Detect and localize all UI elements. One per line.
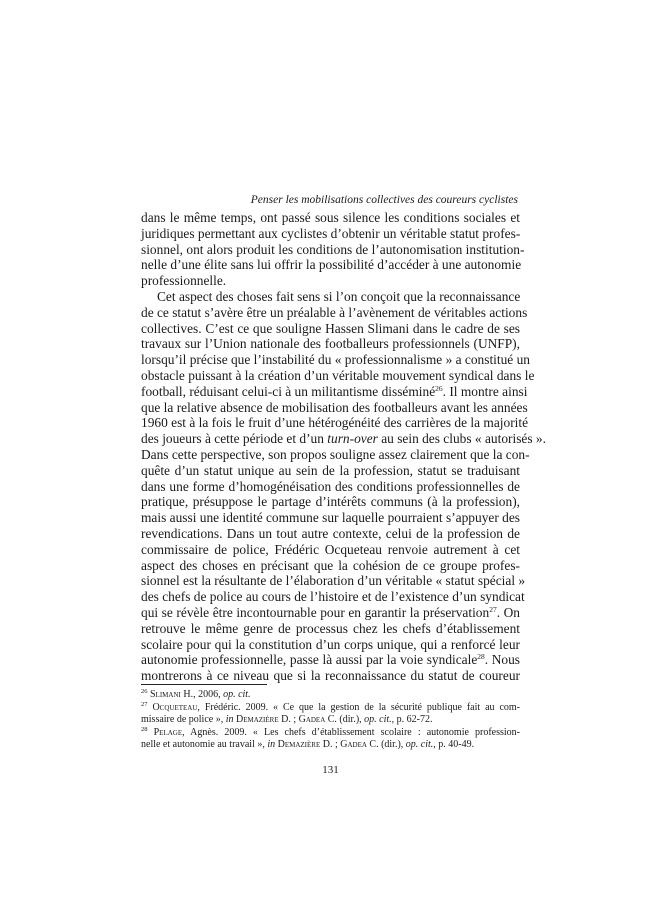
text-run: Dans cette perspective, son propos souligne assez clairement que la con- — [141, 446, 530, 462]
body-line — [141, 446, 530, 463]
text-run: , p. 40-49. — [433, 739, 475, 751]
body-line — [141, 383, 528, 400]
text-run: nelle et autonomie au travail », — [141, 739, 268, 751]
body-line — [141, 479, 520, 495]
body-line — [141, 589, 525, 605]
text-run: des chefs de police au cours de l’histoire et de l’existence d’un syndicat — [141, 589, 525, 605]
body-line — [141, 399, 528, 416]
footnote-separator — [141, 684, 267, 685]
text-run: travaux sur l’Union nationale des footballeurs professionnels (UNFP), — [141, 336, 520, 352]
footnote-line — [141, 702, 520, 715]
text-run: mais aussi une identité commune sur laquelle pourraient s’appuyer des — [141, 510, 520, 526]
text-run: montrerons à ce niveau que si la reconnaissance du statut de coureur — [141, 668, 520, 684]
body-line — [141, 352, 530, 368]
text-run: H., 2006, — [180, 689, 224, 700]
body-line — [141, 542, 520, 558]
text-run: que la relative absence de mobilisation des footballeurs avant les années — [141, 399, 528, 415]
text-run: lorsqu’il précise que l’instabilité du « professionnalisme » a constitué un — [141, 352, 530, 368]
text-run: missaire de police », — [141, 714, 226, 726]
text-run: obstacle puissant à la création d’un véritable mouvement syndical dans le — [141, 367, 535, 383]
text-run: C. (dir.), — [366, 739, 406, 751]
body-line — [141, 510, 520, 526]
text-run: . Il montre ainsi — [442, 383, 528, 399]
footnotes — [141, 689, 520, 752]
footnote-line — [141, 714, 520, 727]
body-line — [141, 637, 520, 653]
text-run: Gadea — [298, 714, 326, 726]
body-line — [141, 321, 520, 337]
body-line — [141, 367, 535, 384]
text-run: qui se révèle être incontournable pour en garantir la préservation — [141, 604, 490, 620]
footnote-line — [141, 739, 520, 752]
text-run: Pelage — [153, 726, 183, 738]
text-run: commissaire de police, Frédéric Ocqueteau renvoie autrement à cet — [141, 541, 520, 557]
body-line — [141, 304, 528, 321]
text-run: sionnel est la résultante de l’élaboration d’un véritable « statut spécial » — [141, 573, 526, 589]
body-line — [141, 605, 520, 621]
footnote-ref: 27 — [141, 700, 148, 708]
text-run: Slimani — [150, 689, 181, 700]
body-line — [141, 463, 520, 479]
text-run: op. cit. — [364, 714, 392, 726]
body-line — [141, 289, 520, 305]
text-run: nelle d’une élite sans lui offrir la possibilité d’accéder à une autonomie — [141, 257, 522, 273]
body-line — [141, 573, 526, 589]
text-run: dans une forme d’homogénéisation des conditions professionnelles de — [141, 478, 520, 494]
text-run: sionnel, ont alors produit les conditions de l’autonomisation institution- — [141, 241, 525, 257]
page-number: 131 — [322, 764, 339, 776]
body-line — [141, 621, 520, 637]
text-run: , Frédéric. 2009. « Ce que la gestion de la sécurité publique fait au com- — [197, 701, 520, 713]
text-run: in — [225, 714, 234, 726]
text-run: revendications. Dans un tout autre contexte, celui de la profession de — [141, 525, 520, 541]
footnote-ref: 28 — [477, 652, 485, 662]
text-run: des joueurs à cette période et d’un — [141, 431, 328, 447]
body-line — [141, 526, 520, 542]
text-run: op. cit. — [405, 739, 434, 751]
body-line — [141, 336, 520, 352]
body-line — [141, 210, 520, 226]
text-run: , p. 62-72. — [391, 714, 433, 726]
text-run: , Agnès. 2009. « Les chefs d’établissement scolaire : autonomie profession- — [182, 726, 521, 738]
body-text — [141, 210, 546, 684]
text-run: D. ; — [320, 739, 341, 751]
body-line — [141, 226, 520, 242]
text-run: quête d’un statut unique au sein de la profession, statut se traduisant — [141, 462, 520, 478]
body-line — [141, 494, 520, 510]
text-run: 1960 est à la fois le fruit d’une hétérogénéité des carrières de la majorité — [141, 415, 529, 431]
body-line — [141, 273, 520, 289]
body-line — [141, 558, 520, 574]
text-run: Cet aspect des choses fait sens si l’on conçoit que la reconnaissance — [157, 288, 521, 304]
text-run: op. cit. — [223, 689, 251, 700]
footnote-ref: 28 — [141, 725, 148, 733]
text-run: . On — [496, 604, 520, 620]
body-line — [141, 257, 520, 273]
body-line — [141, 241, 525, 258]
text-run: C. (dir.), — [325, 714, 365, 726]
text-run: aspect des choses en précisant que la cohésion de ce groupe profes- — [141, 557, 520, 573]
footnote-ref: 27 — [489, 604, 497, 614]
text-run: retrouve le même genre de processus chez les chefs d’établissement — [141, 620, 520, 636]
text-run: de ce statut s’avère être un préalable à l’avènement de véritables actions — [141, 304, 528, 320]
footnote-ref: 26 — [435, 383, 443, 393]
text-run: football, réduisant celui-ci à un militantisme disséminé — [141, 383, 436, 399]
text-run: scolaire pour qui la constitution d’un corps unique, qui a renforcé leur — [141, 636, 520, 652]
text-run: dans le même temps, ont passé sous silence les conditions sociales et — [141, 210, 520, 225]
text-run: Gadea — [340, 739, 367, 751]
footnote-line — [141, 689, 520, 702]
text-run: juridiques permettant aux cyclistes d’obtenir un véritable statut profes- — [141, 225, 521, 241]
text-run: au sein des clubs « autorisés ». — [377, 431, 546, 447]
text-run: Demazière — [277, 739, 321, 751]
text-run: professionnelle. — [141, 273, 227, 289]
text-run: . Nous — [484, 652, 520, 668]
running-header: Penser les mobilisations collectives des coureurs cyclistes — [250, 194, 518, 206]
footnote-line — [141, 727, 520, 740]
text-run: in — [267, 739, 276, 751]
body-line — [141, 431, 546, 447]
footnote-ref: 26 — [141, 688, 148, 695]
body-line — [141, 415, 529, 431]
text-run: autonomie professionnelle, passe là aussi par la voie syndicale — [141, 652, 478, 668]
text-run: Demazière — [235, 714, 279, 726]
text-run: turn-over — [327, 431, 378, 447]
text-run: collectives. C’est ce que souligne Hassen Slimani dans le cadre de ses — [141, 320, 520, 336]
text-run: D. ; — [278, 714, 299, 726]
body-line — [141, 668, 520, 684]
text-run: pratique, présuppose le partage d’intérêts communs (à la profession), — [141, 494, 520, 510]
body-line — [141, 652, 520, 668]
text-run: Ocqueteau — [152, 701, 198, 713]
